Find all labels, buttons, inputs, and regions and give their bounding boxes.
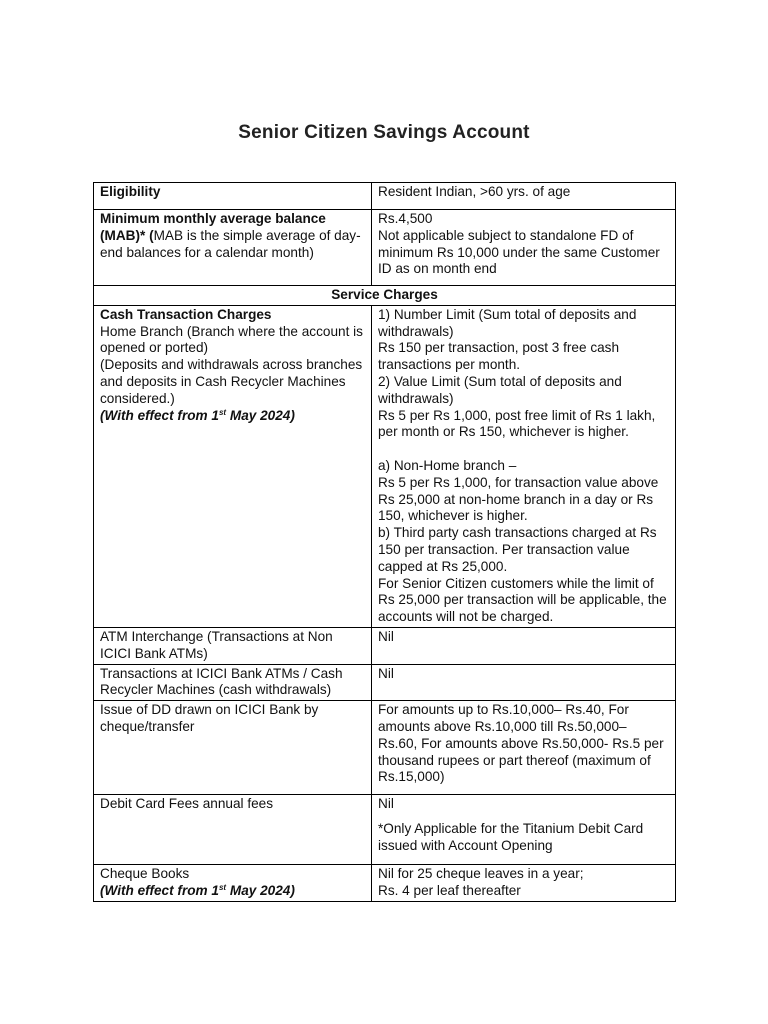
table-row (94, 210, 676, 286)
icici-atm-label: Transactions at ICICI Bank ATMs / Cash Recycler Machines (cash withdrawals) (94, 664, 372, 701)
atm-interchange-value: Nil (372, 627, 676, 664)
cheque-label: Cheque Books (100, 866, 190, 882)
cash-number-limit-charge: Rs 150 per transaction, post 3 free cash transactions per month. (378, 340, 620, 373)
cheque-label-cell (94, 865, 372, 902)
mab-value-note: Not applicable subject to standalone FD of minimum Rs 10,000 under the same Customer ID as on month end (378, 227, 660, 277)
cash-value-cell (372, 305, 676, 627)
cash-label-title: Cash Transaction Charges (100, 306, 272, 322)
mab-value-amount: Rs.4,500 (378, 211, 433, 226)
cash-number-limit: 1) Number Limit (Sum total of deposits and withdrawals) (378, 306, 637, 339)
dd-value: For amounts up to Rs.10,000– Rs.40, For amounts above Rs.10,000 till Rs.50,000– Rs.60, For amounts above Rs.50,000- Rs.5 per thousand rupees or part thereof (maximum of Rs.15,000) (372, 701, 676, 795)
eligibility-label: Eligibility (100, 184, 161, 199)
cash-effective-date: (With effect from 1st May 2024) (100, 407, 295, 423)
cash-third-party: b) Third party cash transactions charged at Rs 150 per transaction. Per transaction value capped at Rs 25,000. (378, 525, 657, 574)
cash-label-home-branch: Home Branch (Branch where the account is opened or ported) (100, 323, 363, 356)
atm-interchange-label: ATM Interchange (Transactions at Non ICICI Bank ATMs) (94, 627, 372, 664)
cash-label-deposits-note: (Deposits and withdrawals across branches and deposits in Cash Recycler Machines considered.) (100, 357, 363, 406)
service-charges-header: Service Charges (94, 286, 676, 306)
cash-value-limit: 2) Value Limit (Sum total of deposits and withdrawals) (378, 373, 622, 406)
table-row (94, 664, 676, 701)
debit-card-label: Debit Card Fees annual fees (94, 795, 372, 865)
table-row (94, 701, 676, 795)
debit-card-value-cell (372, 795, 676, 865)
table-row (94, 627, 676, 664)
debit-card-value: Nil (378, 796, 394, 812)
eligibility-value: Resident Indian, >60 yrs. of age (378, 184, 571, 199)
eligibility-label-cell (94, 183, 372, 210)
mab-label-bold: Minimum monthly average balance (MAB)* ( (100, 211, 326, 243)
debit-card-note: *Only Applicable for the Titanium Debit Card issued with Account Opening (378, 820, 644, 853)
cheque-free-leaves: Nil for 25 cheque leaves in a year; (378, 866, 584, 882)
table-row (94, 183, 676, 210)
cash-senior-citizen-note: For Senior Citizen customers while the limit of Rs 25,000 per transaction will be applicable, the accounts will not be charged. (378, 575, 667, 625)
cash-non-home-branch: a) Non-Home branch – (378, 457, 517, 473)
mab-label-rest: MAB is the simple average of day-end balances for a calendar month) (100, 227, 361, 260)
icici-atm-value: Nil (372, 664, 676, 701)
cash-label-cell (94, 305, 372, 627)
eligibility-value-cell (372, 183, 676, 210)
mab-value-cell (372, 210, 676, 286)
cheque-per-leaf-charge: Rs. 4 per leaf thereafter (378, 882, 521, 898)
table-row (94, 865, 676, 902)
cash-value-limit-charge: Rs 5 per Rs 1,000, post free limit of Rs 1 lakh, per month or Rs 150, whichever is higher. (378, 407, 656, 440)
dd-label: Issue of DD drawn on ICICI Bank by cheque/transfer (94, 701, 372, 795)
cheque-effective-date: (With effect from 1st May 2024) (100, 882, 295, 898)
cash-non-home-charge: Rs 5 per Rs 1,000, for transaction value above Rs 25,000 at non-home branch in a day or Rs 150, whichever is higher. (378, 474, 659, 524)
table-row (94, 305, 676, 627)
page-title: Senior Citizen Savings Account (238, 122, 530, 143)
charges-table (93, 182, 676, 902)
section-header-row (94, 286, 676, 306)
cheque-value-cell (372, 865, 676, 902)
mab-label-cell (94, 210, 372, 286)
table-row (94, 795, 676, 865)
